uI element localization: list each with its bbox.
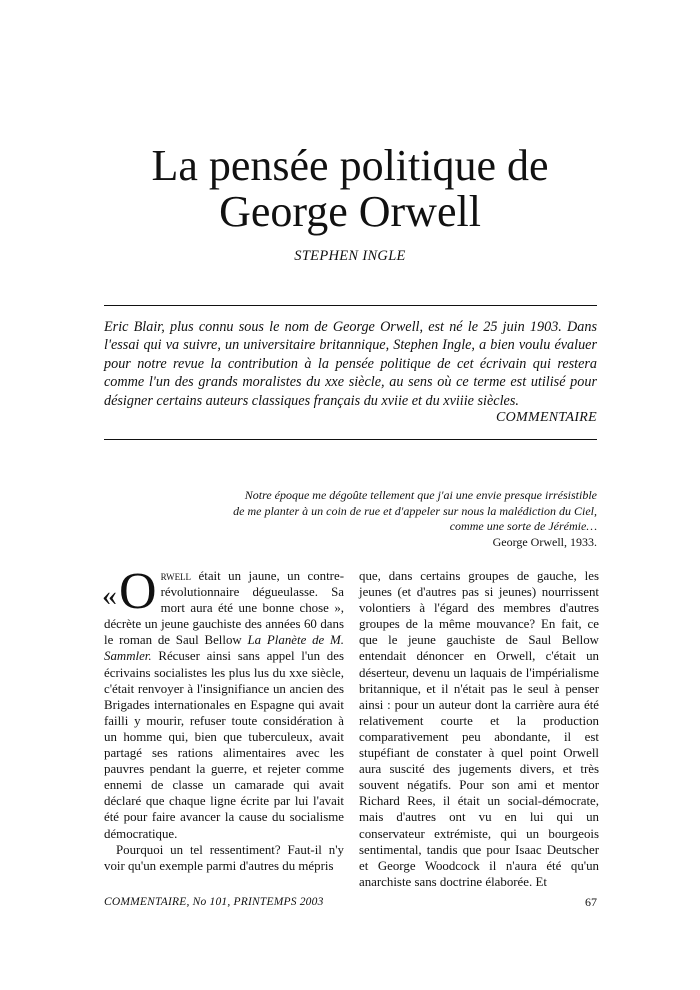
abstract-bottom-rule [104,439,597,440]
body-paragraph [102,563,345,842]
article-abstract: Eric Blair, plus connu sous le nom de George Orwell, est né le 25 juin 1903. Dans l'essai qui va suivre, un universitaire britannique, Stephen Ingle, a bien voulu évaluer pour notre revue la contribution à la pensée politique de cet écrivain qui restera comme l'un des grands moralistes du xxe siècle, au sens où ce terme est utilisé pour désigner certains auteurs classiques français du xviie et du xviiie siècles. [104,319,597,409]
epigraph-source: George Orwell, 1933. [492,534,597,549]
epigraph-line-1: Notre époque me dégoûte tellement que j'ai une envie presque irrésistible [244,488,597,502]
article-author: STEPHEN INGLE [294,248,406,264]
epigraph-line-3: comme une sorte de Jérémie… [449,519,597,534]
drop-cap: O [119,563,157,620]
book-title: La Planète de M. Sammler. [104,633,345,664]
body-column-right [359,568,599,890]
epigraph-line-2: de me planter à un coin de rue et d'appeler sur nous la malédiction du Ciel, [233,503,597,518]
abstract-top-rule [104,305,597,306]
paragraph-text-continued: Récuser ainsi sans appel l'un des écrivains socialistes les plus lus du xxe siècle, c'était renvoyer à l'insignifiance un ancien des Brigades internationales en Espagne qui avait failli y mourir, refuser toute considération à un homme qui, bien que tuberculeux, avait partagé ses rations alimentaires avec les pauvres pendant la guerre, et rejeter comme ennemi de classe un camarade qui avait déclaré que chaque ligne écrite par lui l'avait été pour faire avancer la cause du socialisme démocratique. [104,649,344,841]
article-title-line1: La pensée politique de [151,141,549,190]
body-paragraph: que, dans certains groupes de gauche, les jeunes (et d'autres pas si jeunes) nourrissent volontiers à l'égard des membres d'autres groupes de la même mouvance? En fait, ce que le jeune gauchiste de Saul Bellow entendait dénoncer en Orwell, c'était un déserteur, devenu un laquais de l'impérialisme britannique, et il n'était pas le seul à penser ainsi : pour un auteur dont la carrière aura été relativement courte et la production comparativement peu abondante, il est stupéfiant de constater à quel point Orwell aura suscité des jugements divers, et très souvent négatifs. Pour son ami et mentor Richard Rees, il était un social-démocrate, mais d'autres ont vu en lui qui un conservateur extrémiste, qui un bourgeois sentimental, tandis que pour Isaac Deutscher et George Woodcock il n'aura été qu'un anarchiste sans doctrine élaborée. Et [359,569,599,889]
page-number: 67 [585,895,597,909]
article-title [100,143,600,235]
journal-footer: COMMENTAIRE, No 101, PRINTEMPS 2003 [104,896,324,908]
paragraph-text: était un jaune, un contre-révolutionnaire dégueulasse. Sa mort aura été une bonne chose », décrète un jeune gauchiste des années 60 dans le roman de Saul Bellow [104,569,344,648]
lead-smallcaps: rwell [160,569,192,583]
section-tag: COMMENTAIRE [495,410,597,425]
body-column-left [102,563,345,874]
article-title-line2: George Orwell [219,187,481,236]
epigraph [177,488,597,550]
body-paragraph: Pourquoi un tel ressentiment? Faut-il n'y voir qu'un exemple parmi d'autres du mépris [104,842,344,873]
opening-guillemet: « [102,579,117,612]
